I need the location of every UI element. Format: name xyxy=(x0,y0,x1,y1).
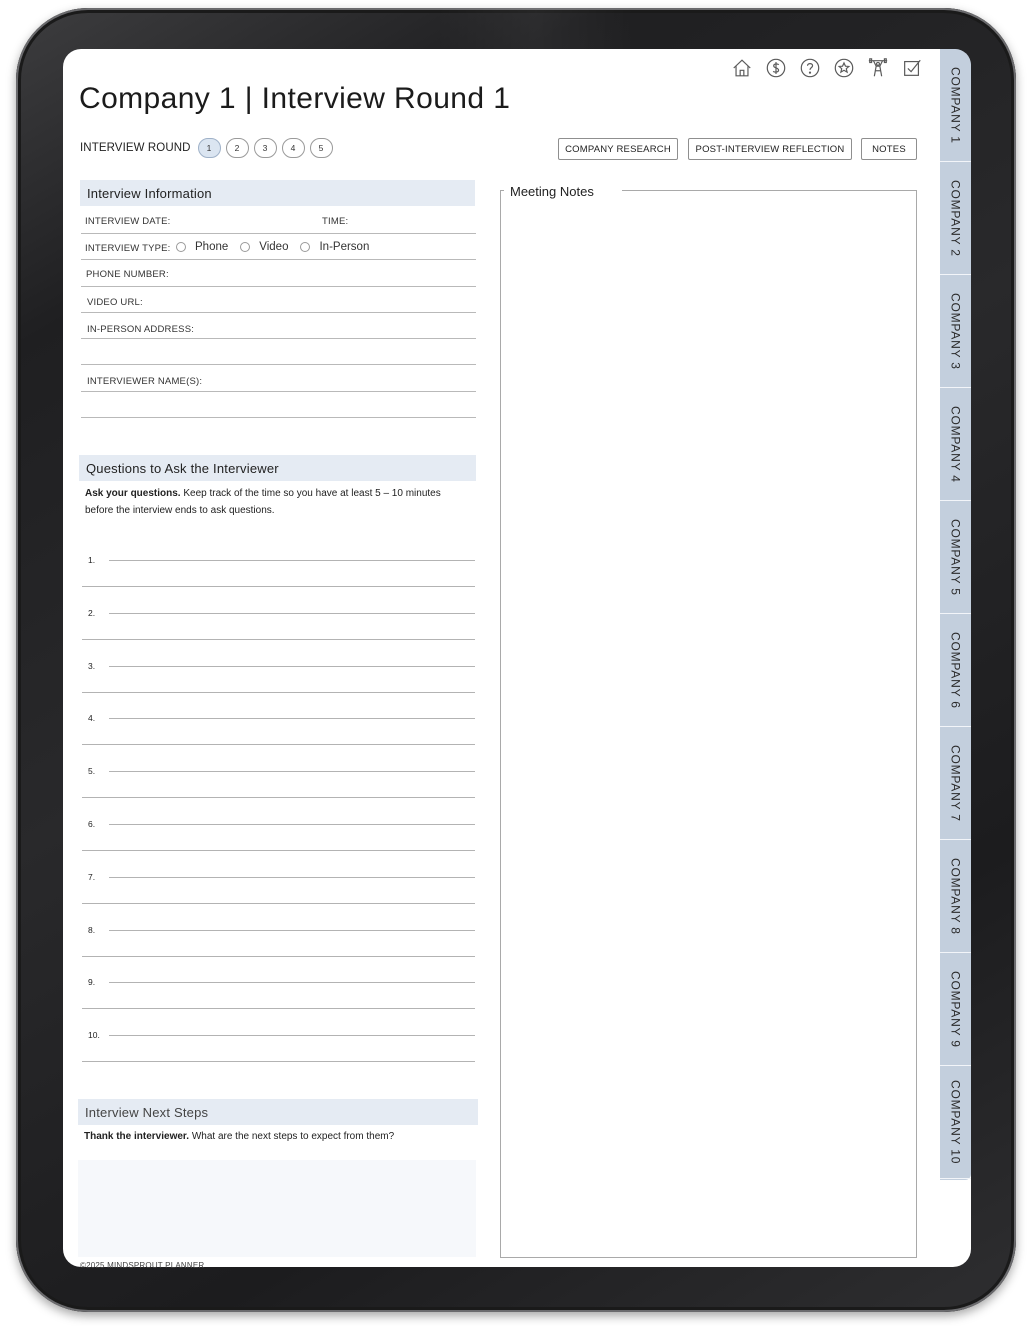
question-continuation-line-10[interactable] xyxy=(82,1061,475,1062)
question-number-5: 5. xyxy=(88,766,96,777)
address-field-line-2[interactable] xyxy=(81,364,476,365)
help-icon[interactable] xyxy=(798,56,822,80)
video-option-label: Video xyxy=(259,241,289,253)
notes-button[interactable]: NOTES xyxy=(861,138,917,160)
in-person-radio[interactable] xyxy=(300,242,310,252)
company-tab-label: COMPANY 10 xyxy=(948,1079,963,1165)
company-tab-label: COMPANY 7 xyxy=(948,744,963,822)
company-research-button[interactable]: COMPANY RESEARCH xyxy=(558,138,678,160)
question-field-2[interactable] xyxy=(109,613,475,614)
company-tab-6[interactable] xyxy=(940,614,971,727)
company-tab-1[interactable] xyxy=(940,49,971,162)
phone-number-field[interactable] xyxy=(81,286,476,287)
question-number-3: 3. xyxy=(88,660,96,671)
question-continuation-line-4[interactable] xyxy=(82,744,475,745)
question-number-2: 2. xyxy=(88,607,96,618)
company-tab-8[interactable] xyxy=(940,840,971,953)
question-number-9: 9. xyxy=(88,977,96,988)
in-person-address-label: IN-PERSON ADDRESS: xyxy=(87,324,195,335)
question-continuation-line-8[interactable] xyxy=(82,956,475,957)
round-label: INTERVIEW ROUND xyxy=(80,142,191,154)
video-url-field[interactable] xyxy=(81,312,476,313)
company-tab-label: COMPANY 3 xyxy=(948,292,963,370)
interviewer-names-label: INTERVIEWER NAME(S): xyxy=(87,376,203,387)
round-button-4[interactable]: 4 xyxy=(282,138,305,158)
question-continuation-line-3[interactable] xyxy=(82,692,475,693)
interviewer-names-line-1[interactable] xyxy=(81,391,476,392)
interviewer-names-line-2[interactable] xyxy=(81,417,476,418)
company-tab-10[interactable] xyxy=(940,1066,971,1179)
company-tab-4[interactable] xyxy=(940,388,971,501)
question-continuation-line-7[interactable] xyxy=(82,903,475,904)
address-field-line-1[interactable] xyxy=(81,338,476,339)
home-icon[interactable] xyxy=(730,56,754,80)
questions-heading: Questions to Ask the Interviewer xyxy=(79,455,476,481)
video-radio[interactable] xyxy=(240,242,250,252)
interview-information-heading: Interview Information xyxy=(80,180,475,206)
next-steps-intro-bold: Thank the interviewer. xyxy=(84,1131,190,1142)
star-icon[interactable] xyxy=(832,56,856,80)
question-number-8: 8. xyxy=(88,924,96,935)
meeting-notes-title: Meeting Notes xyxy=(504,184,622,199)
round-button-3[interactable]: 3 xyxy=(254,138,277,158)
question-field-8[interactable] xyxy=(109,930,475,931)
post-interview-reflection-button[interactable]: POST-INTERVIEW REFLECTION xyxy=(688,138,852,160)
time-label: TIME: xyxy=(322,216,349,227)
next-steps-intro-text: What are the next steps to expect from them? xyxy=(189,1131,395,1142)
company-tab-2[interactable] xyxy=(940,162,971,275)
round-button-2[interactable]: 2 xyxy=(226,138,249,158)
interview-type-label: INTERVIEW TYPE: xyxy=(85,243,171,254)
question-continuation-line-5[interactable] xyxy=(82,797,475,798)
meeting-notes-area[interactable] xyxy=(500,190,917,1258)
company-tab-label: COMPANY 8 xyxy=(948,857,963,935)
question-field-7[interactable] xyxy=(109,877,475,878)
company-tab-label: COMPANY 4 xyxy=(948,405,963,483)
next-steps-intro xyxy=(84,1128,474,1145)
company-tab-7[interactable] xyxy=(940,727,971,840)
company-tab-5[interactable] xyxy=(940,501,971,614)
phone-option-label: Phone xyxy=(195,241,229,253)
company-tab-label: COMPANY 9 xyxy=(948,970,963,1048)
question-continuation-line-1[interactable] xyxy=(82,586,475,587)
questions-intro-text: Keep track of the time so you have at least 5 – 10 minutes before the interview ends to ask questions. xyxy=(85,488,441,516)
question-number-4: 4. xyxy=(88,713,96,724)
question-field-9[interactable] xyxy=(109,982,475,983)
question-field-1[interactable] xyxy=(109,560,475,561)
checkbox-icon[interactable] xyxy=(900,56,924,80)
interview-date-field[interactable] xyxy=(81,233,476,234)
interview-type-radio-group xyxy=(176,241,369,253)
question-continuation-line-2[interactable] xyxy=(82,639,475,640)
question-field-6[interactable] xyxy=(109,824,475,825)
company-tab-label: COMPANY 2 xyxy=(948,179,963,257)
round-button-1[interactable]: 1 xyxy=(198,138,221,158)
video-url-label: VIDEO URL: xyxy=(87,297,143,308)
question-field-10[interactable] xyxy=(109,1035,475,1036)
question-continuation-line-9[interactable] xyxy=(82,1008,475,1009)
question-number-10: 10. xyxy=(88,1030,100,1041)
round-button-5[interactable]: 5 xyxy=(310,138,333,158)
question-field-4[interactable] xyxy=(109,718,475,719)
phone-radio[interactable] xyxy=(176,242,186,252)
in-person-option-label: In-Person xyxy=(319,241,370,253)
company-tab-label: COMPANY 5 xyxy=(948,518,963,596)
company-tabs xyxy=(940,49,971,1180)
dollar-icon[interactable] xyxy=(764,56,788,80)
weightlifting-icon[interactable] xyxy=(866,56,890,80)
next-steps-notes-area[interactable] xyxy=(78,1160,476,1257)
top-nav-icons xyxy=(730,56,924,80)
question-field-3[interactable] xyxy=(109,666,475,667)
page-title: Company 1 | Interview Round 1 xyxy=(79,82,511,115)
question-field-5[interactable] xyxy=(109,771,475,772)
phone-number-label: PHONE NUMBER: xyxy=(86,269,169,280)
interview-date-label: INTERVIEW DATE: xyxy=(85,216,171,227)
company-tab-label: COMPANY 1 xyxy=(948,66,963,144)
divider xyxy=(81,259,476,260)
copyright-footer: ©2025 MINDSPROUT PLANNER xyxy=(80,1261,205,1270)
question-number-7: 7. xyxy=(88,871,96,882)
interview-round-selector xyxy=(80,137,338,159)
question-number-1: 1. xyxy=(88,555,96,565)
questions-intro-bold: Ask your questions. xyxy=(85,488,181,499)
question-continuation-line-6[interactable] xyxy=(82,850,475,851)
question-number-6: 6. xyxy=(88,819,96,829)
questions-intro xyxy=(85,485,465,519)
next-steps-heading: Interview Next Steps xyxy=(78,1099,478,1125)
company-tab-label: COMPANY 6 xyxy=(948,631,963,709)
company-tab-3[interactable] xyxy=(940,275,971,388)
company-tab-9[interactable] xyxy=(940,953,971,1066)
